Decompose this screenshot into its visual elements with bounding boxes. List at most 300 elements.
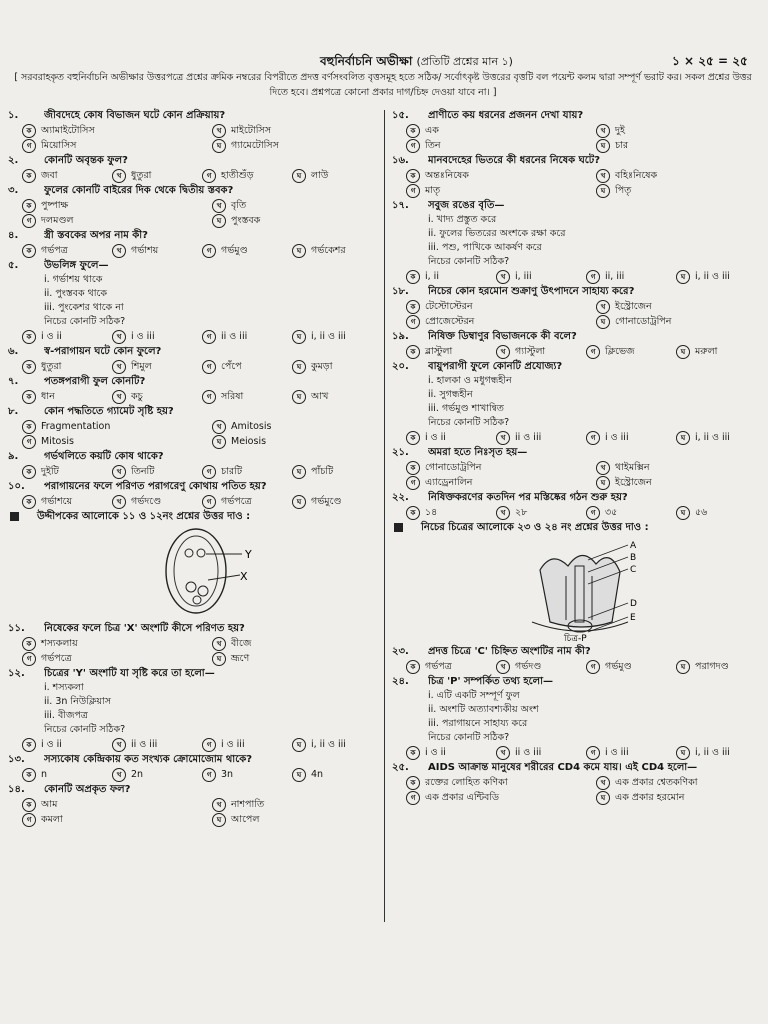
- option-text: Amitosis: [231, 421, 272, 432]
- question-row: [8, 183, 378, 198]
- question-text: প্রাণীতে কয় ধরনের প্রজনন দেখা যায়?: [428, 110, 584, 121]
- option-letter-circle: খ: [112, 244, 126, 258]
- option: [22, 359, 112, 374]
- figure-label-x: X: [240, 570, 248, 583]
- question-number: ১৬.: [392, 155, 409, 166]
- option-text: গর্ভদণ্ডে: [131, 496, 162, 507]
- option-text: তিনটি: [131, 466, 155, 477]
- option-text: গোনাডোট্রপিন: [425, 462, 482, 473]
- options: [8, 359, 378, 374]
- option: [22, 138, 212, 153]
- question-number: ১০.: [8, 481, 25, 492]
- option-text: আম: [41, 799, 58, 810]
- question-text: উভলিঙ্গ ফুলে—: [44, 260, 109, 271]
- question: [8, 108, 378, 153]
- option-text: n: [41, 769, 48, 780]
- option: [596, 183, 762, 198]
- option-text: মিয়োসিস: [41, 140, 77, 151]
- question-row: [8, 374, 378, 389]
- egg-cell: [198, 586, 208, 596]
- option: [212, 434, 378, 449]
- option-letter-circle: ক: [22, 637, 36, 651]
- option-text: ৫৬: [695, 507, 708, 518]
- question: [8, 374, 378, 404]
- option: [676, 344, 762, 359]
- option-text: শিমুল: [131, 361, 152, 372]
- option-letter-circle: ক: [22, 124, 36, 138]
- option-text: গ্যামেটোসিস: [231, 140, 279, 151]
- option-text: এ্যাড্রেনালিন: [425, 477, 473, 488]
- question-row: [8, 228, 378, 243]
- option-letter-circle: গ: [406, 184, 420, 198]
- question: [392, 153, 762, 198]
- option-text: এক প্রকার এন্টিবডি: [425, 792, 500, 803]
- option-text: শস্যকলায়: [41, 638, 78, 649]
- question-number: ৮.: [8, 406, 19, 417]
- options: [8, 797, 378, 827]
- options: [8, 123, 378, 153]
- option-text: রক্তের লোহিত কণিকা: [425, 777, 508, 788]
- option-letter-circle: গ: [202, 390, 216, 404]
- option: [112, 243, 202, 258]
- option-letter-circle: ঘ: [292, 330, 306, 344]
- section-bullet-icon: [394, 523, 403, 532]
- option-text: দলমণ্ডল: [41, 215, 74, 226]
- option: [212, 198, 378, 213]
- option-letter-circle: গ: [202, 360, 216, 374]
- option-letter-circle: ঘ: [676, 270, 690, 284]
- option-text: হাতীশুঁড়: [221, 170, 254, 181]
- option-text: কমলা: [41, 814, 63, 825]
- option-letter-circle: ক: [22, 330, 36, 344]
- statement: ii. পুংস্তবক থাকে: [44, 288, 108, 299]
- polar-nucleus: [197, 549, 205, 557]
- option-letter-circle: ক: [22, 199, 36, 213]
- question-row: [392, 329, 762, 344]
- option: [406, 168, 596, 183]
- option-letter-circle: ঘ: [676, 345, 690, 359]
- option: [406, 314, 596, 329]
- statement: i. খাদ্য প্রস্তুত করে: [428, 214, 497, 225]
- option-letter-circle: ঘ: [596, 184, 610, 198]
- options: [392, 659, 762, 674]
- option-text: 2n: [131, 769, 144, 780]
- option-text: i, iii: [515, 271, 532, 282]
- option-letter-circle: ঘ: [292, 390, 306, 404]
- option-text: গর্ভমুণ্ড: [221, 245, 248, 256]
- option-letter-circle: ক: [406, 124, 420, 138]
- option-letter-circle: গ: [202, 330, 216, 344]
- question: [392, 644, 762, 674]
- option-text: দুই: [615, 125, 625, 136]
- options: [392, 344, 762, 359]
- figure-label-b: B: [630, 553, 637, 563]
- question-number: ২৫.: [392, 762, 409, 773]
- question-text: স্ত্রী স্তবকের অপর নাম কী?: [44, 230, 148, 241]
- question-text: গর্ভথলিতে কয়টি কোষ থাকে?: [44, 451, 164, 462]
- option: [292, 767, 378, 782]
- option-text: i ও ii: [425, 432, 446, 443]
- option-text: গর্ভমুণ্ডে: [311, 496, 342, 507]
- question: [392, 490, 762, 520]
- question-row: [8, 752, 378, 767]
- option: [406, 505, 496, 520]
- option: [112, 329, 202, 344]
- question-row: [392, 445, 762, 460]
- polar-nucleus: [185, 549, 193, 557]
- options: [8, 767, 378, 782]
- option-text: ii, iii: [605, 271, 625, 282]
- exam-title: বহুনির্বাচনি অভীক্ষা (প্রতিটি প্রশ্নের মান ১): [320, 54, 513, 68]
- question: [392, 760, 762, 805]
- option-text: গর্ভকেশর: [311, 245, 346, 256]
- option-letter-circle: গ: [22, 435, 36, 449]
- option-letter-circle: খ: [212, 637, 226, 651]
- option-text: আখ: [311, 391, 329, 402]
- option-letter-circle: গ: [586, 506, 600, 520]
- option-letter-circle: ক: [22, 798, 36, 812]
- question: [392, 108, 762, 153]
- question-text: পরাগায়নের ফলে পরিণত পরাগরেণু কোথায় পতিত হয়?: [44, 481, 267, 492]
- options: [8, 494, 378, 509]
- options: [8, 464, 378, 479]
- option-letter-circle: গ: [586, 270, 600, 284]
- options: [392, 505, 762, 520]
- option: [676, 269, 762, 284]
- question-text: কোনটি অপ্রকৃত ফল?: [44, 784, 131, 795]
- option: [212, 123, 378, 138]
- option: [586, 430, 676, 445]
- option-letter-circle: খ: [496, 746, 510, 760]
- option: [596, 123, 762, 138]
- question-number: ৫.: [8, 260, 19, 271]
- option-letter-circle: খ: [112, 495, 126, 509]
- option: [202, 359, 292, 374]
- options: [8, 243, 378, 258]
- options: [392, 745, 762, 760]
- question: [8, 449, 378, 479]
- option-letter-circle: ক: [22, 768, 36, 782]
- option-letter-circle: গ: [202, 465, 216, 479]
- option-text: পরাগদণ্ড: [695, 661, 729, 672]
- question-row: [8, 782, 378, 797]
- option-text: চার: [615, 140, 629, 151]
- option: [292, 359, 378, 374]
- option-text: বহিঃনিষেক: [615, 170, 658, 181]
- sub-question: নিচের কোনটি সঠিক?: [428, 256, 510, 267]
- question: [8, 404, 378, 449]
- options: [8, 198, 378, 228]
- option-letter-circle: গ: [586, 660, 600, 674]
- question-text: নিচের কোন হরমোন শুক্রাণু উৎপাদনে সাহায্য করে?: [428, 286, 635, 297]
- question-number: ৪.: [8, 230, 19, 241]
- option: [596, 168, 762, 183]
- question-number: ২২.: [392, 492, 409, 503]
- option-letter-circle: ঘ: [212, 139, 226, 153]
- question-text: চিত্র 'P' সম্পর্কিত তথ্য হলো—: [428, 676, 554, 687]
- option-text: আপেল: [231, 814, 260, 825]
- option-letter-circle: খ: [212, 199, 226, 213]
- option-text: ভ্রূণে: [231, 653, 250, 664]
- option: [596, 475, 762, 490]
- option: [496, 430, 586, 445]
- option: [406, 460, 596, 475]
- option-text: কুমড়া: [311, 361, 333, 372]
- option-letter-circle: ঘ: [676, 660, 690, 674]
- options: [8, 389, 378, 404]
- option-letter-circle: ক: [406, 345, 420, 359]
- option: [406, 344, 496, 359]
- option: [22, 168, 112, 183]
- question-number: ২১.: [392, 447, 409, 458]
- option-text: গর্ভপত্রে: [41, 653, 72, 664]
- option-text: গর্ভপত্র: [425, 661, 452, 672]
- option: [292, 737, 378, 752]
- option: [676, 505, 762, 520]
- option-letter-circle: খ: [112, 768, 126, 782]
- question-text: মানবদেহের ভিতরে কী ধরনের নিষেক ঘটে?: [428, 155, 601, 166]
- option-text: পুষ্পাক্ষ: [41, 200, 69, 211]
- option: [676, 430, 762, 445]
- option: [112, 494, 202, 509]
- left-column: [8, 108, 378, 827]
- option-letter-circle: খ: [112, 360, 126, 374]
- question-text: চিত্রের 'Y' অংশটি যা সৃষ্টি করে তা হলো—: [44, 668, 215, 679]
- question-text: প্রদত্ত চিত্রে 'C' চিহ্নিত অংশটির নাম কী?: [428, 646, 591, 657]
- figure-flower: [392, 536, 762, 644]
- question: [392, 284, 762, 329]
- instructions: [ সরবরাহকৃত বহুনির্বাচনি অভীক্ষার উত্তরপত্রে প্রশ্নের ক্রমিক নম্বরের বিপরীতে প্রদত্ত বর্ণসংবলিত বৃত্তসমূহ হতে সঠিক/ সর্বোৎকৃষ্ট উত্তরের বৃত্তটি বল পয়েন্ট কলম দ্বারা সম্পূর্ণ ভরাট কর। সকল প্রশ্নের উত্তর দিতে হবে। প্রশ্নপত্রে কোনো প্রকার দাগ/চিহ্ন দেওয়া যাবে না। ]: [14, 72, 752, 98]
- statement: ii. সুগন্ধহীন: [428, 389, 473, 400]
- option-letter-circle: ঘ: [596, 791, 610, 805]
- option-letter-circle: গ: [202, 244, 216, 258]
- question-row: [392, 284, 762, 299]
- option: [212, 812, 378, 827]
- question-text: কোন পদ্ধতিতে গ্যামেট সৃষ্টি হয়?: [44, 406, 174, 417]
- question-number: ১৭.: [392, 200, 409, 211]
- option: [112, 767, 202, 782]
- option: [22, 494, 112, 509]
- statement: iii. বীজপত্র: [44, 710, 88, 721]
- option-letter-circle: খ: [112, 738, 126, 752]
- option: [496, 344, 586, 359]
- option-text: তিন: [425, 140, 441, 151]
- option-text: অ্যামাইটোসিস: [41, 125, 95, 136]
- option-text: ২৮: [515, 507, 528, 518]
- options: [8, 329, 378, 344]
- option-text: i ও ii: [425, 747, 446, 758]
- option-text: ধান: [41, 391, 55, 402]
- option: [292, 168, 378, 183]
- option-text: ii ও iii: [131, 739, 158, 750]
- option-text: i, ii ও iii: [695, 432, 730, 443]
- question-row: [392, 198, 762, 213]
- statement: i. গর্ভাশয় থাকে: [44, 274, 103, 285]
- option-letter-circle: গ: [202, 169, 216, 183]
- question-number: ১.: [8, 110, 19, 121]
- option-text: পাঁচটি: [311, 466, 334, 477]
- option-text: i ও iii: [221, 739, 245, 750]
- question-row: [8, 404, 378, 419]
- option: [406, 138, 596, 153]
- option-letter-circle: খ: [112, 330, 126, 344]
- option-text: বীজে: [231, 638, 252, 649]
- option: [406, 183, 596, 198]
- pointer-x: [208, 575, 240, 580]
- option: [112, 464, 202, 479]
- option-text: পেঁপে: [221, 361, 242, 372]
- option-text: টেস্টোস্টেরন: [425, 301, 473, 312]
- question: [8, 153, 378, 183]
- option: [202, 767, 292, 782]
- option: [406, 269, 496, 284]
- option-letter-circle: খ: [212, 124, 226, 138]
- option-letter-circle: ক: [406, 746, 420, 760]
- question-number: ১৪.: [8, 784, 25, 795]
- option-text: i ও iii: [605, 747, 629, 758]
- question-row: [8, 449, 378, 464]
- option: [112, 359, 202, 374]
- option-text: ১৪: [425, 507, 438, 518]
- option-letter-circle: ঘ: [292, 360, 306, 374]
- option-letter-circle: গ: [202, 495, 216, 509]
- question-row: [392, 674, 762, 689]
- option-text: i, ii ও iii: [311, 331, 346, 342]
- options: [8, 419, 378, 449]
- option-letter-circle: গ: [22, 214, 36, 228]
- question-text: জীবদেহে কোষ বিভাজন ঘটে কোন প্রক্রিয়ায়?: [44, 110, 226, 121]
- sub-question: নিচের কোনটি সঠিক?: [44, 724, 126, 735]
- option: [292, 243, 378, 258]
- option-letter-circle: ঘ: [292, 169, 306, 183]
- option: [22, 651, 212, 666]
- section-bullet-icon: [10, 512, 19, 521]
- option-letter-circle: খ: [112, 465, 126, 479]
- option-text: i, ii ও iii: [695, 747, 730, 758]
- question-number: ১৯.: [392, 331, 409, 342]
- option-text: থাইমক্সিন: [615, 462, 650, 473]
- option-text: ব্লাস্টুলা: [425, 346, 453, 357]
- option-text: ইস্ট্রোজেন: [615, 301, 652, 312]
- option-letter-circle: গ: [22, 652, 36, 666]
- statement: ii. অংশটি অত্যাবশ্যকীয় অংশ: [428, 704, 539, 715]
- option: [292, 464, 378, 479]
- option-text: i, ii: [425, 271, 439, 282]
- option-letter-circle: ঘ: [596, 476, 610, 490]
- option-text: Meiosis: [231, 436, 267, 447]
- question: [8, 782, 378, 827]
- option-text: Fragmentation: [41, 421, 111, 432]
- option-text: গর্ভাশয়ে: [41, 496, 73, 507]
- option: [596, 790, 762, 805]
- option: [212, 797, 378, 812]
- option-text: ii ও iii: [221, 331, 248, 342]
- option-text: দুইটি: [41, 466, 59, 477]
- question: [8, 479, 378, 509]
- option: [586, 269, 676, 284]
- figure-caption: চিত্র-P: [564, 634, 587, 644]
- option-letter-circle: ক: [22, 244, 36, 258]
- question-row: [8, 479, 378, 494]
- option: [212, 138, 378, 153]
- options: [392, 168, 762, 198]
- question: [8, 228, 378, 258]
- option: [676, 659, 762, 674]
- option: [406, 123, 596, 138]
- option: [496, 659, 586, 674]
- option: [212, 419, 378, 434]
- option-letter-circle: ঘ: [292, 465, 306, 479]
- option-letter-circle: ক: [22, 420, 36, 434]
- option: [112, 737, 202, 752]
- question-text: নিষিক্তকরণের কতদিন পর মস্তিষ্কের গঠন শুরু হয়?: [428, 492, 628, 503]
- sub-question: নিচের কোনটি সঠিক?: [428, 417, 510, 428]
- options: [8, 636, 378, 666]
- option: [202, 243, 292, 258]
- option: [586, 659, 676, 674]
- question: [8, 344, 378, 374]
- options: [8, 168, 378, 183]
- ovule-outline: [166, 529, 226, 613]
- option: [596, 314, 762, 329]
- option: [496, 745, 586, 760]
- option-text: ii ও iii: [515, 432, 542, 443]
- option: [212, 636, 378, 651]
- option-text: এক প্রকার শ্বেতকণিকা: [615, 777, 698, 788]
- options: [392, 460, 762, 490]
- option-letter-circle: ঘ: [212, 813, 226, 827]
- right-column: [392, 108, 762, 805]
- option-text: i ও ii: [41, 739, 62, 750]
- question-text: সবুজ রঙের বৃতি—: [428, 200, 505, 211]
- statement: iii. পুংকেশর থাকে না: [44, 302, 124, 313]
- question-row: [392, 108, 762, 123]
- option: [22, 767, 112, 782]
- option: [406, 775, 596, 790]
- option-letter-circle: ঘ: [676, 506, 690, 520]
- question-text: সস্যকোষ কেন্দ্রিকায় কত সংখ্যক ক্রোমোজোম থাকে?: [44, 754, 253, 765]
- option: [202, 168, 292, 183]
- question-number: ১৫.: [392, 110, 409, 121]
- option-letter-circle: গ: [22, 813, 36, 827]
- option-letter-circle: ক: [406, 776, 420, 790]
- option: [22, 419, 212, 434]
- figure-label-a: A: [630, 541, 637, 551]
- option: [202, 494, 292, 509]
- option-letter-circle: গ: [202, 768, 216, 782]
- option-letter-circle: গ: [22, 139, 36, 153]
- statement: i. এটি একটি সম্পূর্ণ ফুল: [428, 690, 520, 701]
- option-letter-circle: খ: [496, 660, 510, 674]
- option: [202, 389, 292, 404]
- option: [22, 636, 212, 651]
- option-letter-circle: ক: [22, 169, 36, 183]
- statement: iii. গর্ভমুণ্ড শাখান্বিত: [428, 403, 504, 414]
- question-text: অমরা হতে নিঃসৃত হয়—: [428, 447, 528, 458]
- question-text: স্ব-পরাগায়ন ঘটে কোন ফুলে?: [44, 346, 162, 357]
- option: [22, 243, 112, 258]
- option-letter-circle: ক: [22, 390, 36, 404]
- options: [392, 299, 762, 329]
- option-text: ইস্ট্রোজেন: [615, 477, 652, 488]
- option-letter-circle: খ: [496, 270, 510, 284]
- option-text: সরিষা: [221, 391, 244, 402]
- option: [406, 299, 596, 314]
- question-row: [392, 359, 762, 374]
- question-number: ২৪.: [392, 676, 409, 687]
- option: [22, 737, 112, 752]
- question: [392, 359, 762, 445]
